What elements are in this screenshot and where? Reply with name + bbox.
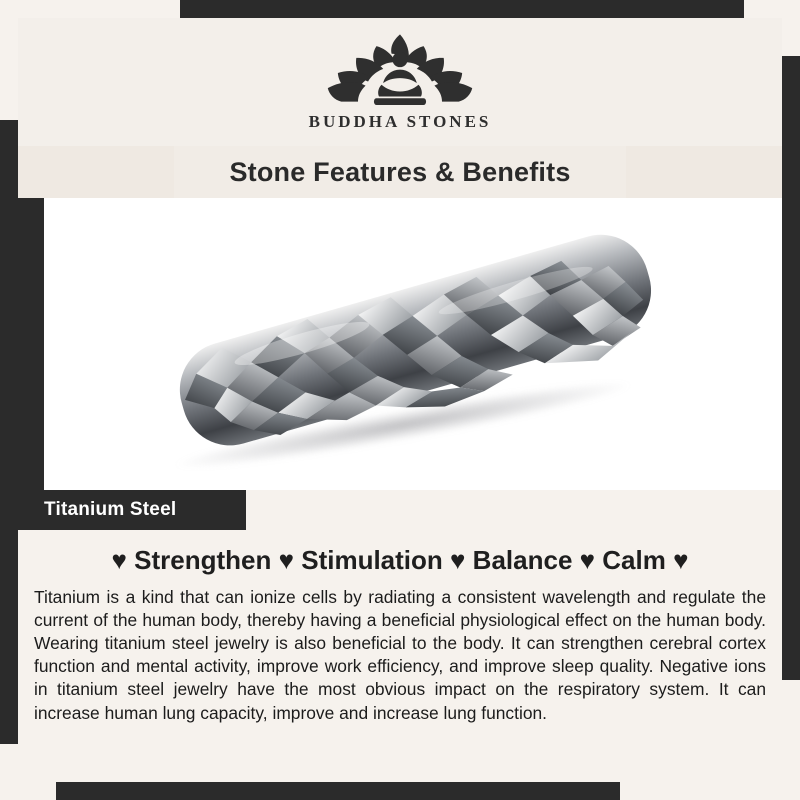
benefits-line: ♥ Strengthen ♥ Stimulation ♥ Balance ♥ Calm ♥ [111, 545, 689, 575]
content-area [18, 18, 782, 782]
section-title-band [18, 146, 782, 198]
frame-notch-top-left-2 [0, 0, 180, 20]
product-caption-bar [18, 490, 782, 530]
lotus-meditation-figure-icon [316, 26, 484, 110]
brand-name: BUDDHA STONES [308, 112, 492, 131]
description-text: Titanium is a kind that can ionize cells by radiating a consistent wavelength and regulate the current of the human body, thereby having a beneficial physiological effect on the human body. Wearing titanium steel jewelry is also beneficial to the body. It can strengthen cerebral cortex function and mental activity, improve work efficiency, and improve sleep quality. Negative ions in titanium steel jewelry have the most obvious impact on the respiratory system. It can increase human lung capacity, improve and increase lung function. [34, 586, 766, 723]
titanium-steel-crystal-image [139, 198, 694, 490]
product-image-area [18, 198, 782, 490]
brand-header [18, 18, 782, 146]
frame-notch-bottom-right-2 [620, 780, 800, 800]
page-title: Stone Features & Benefits [229, 156, 571, 187]
product-caption-label: Titanium Steel [44, 499, 177, 520]
product-image-wrap [18, 198, 782, 490]
